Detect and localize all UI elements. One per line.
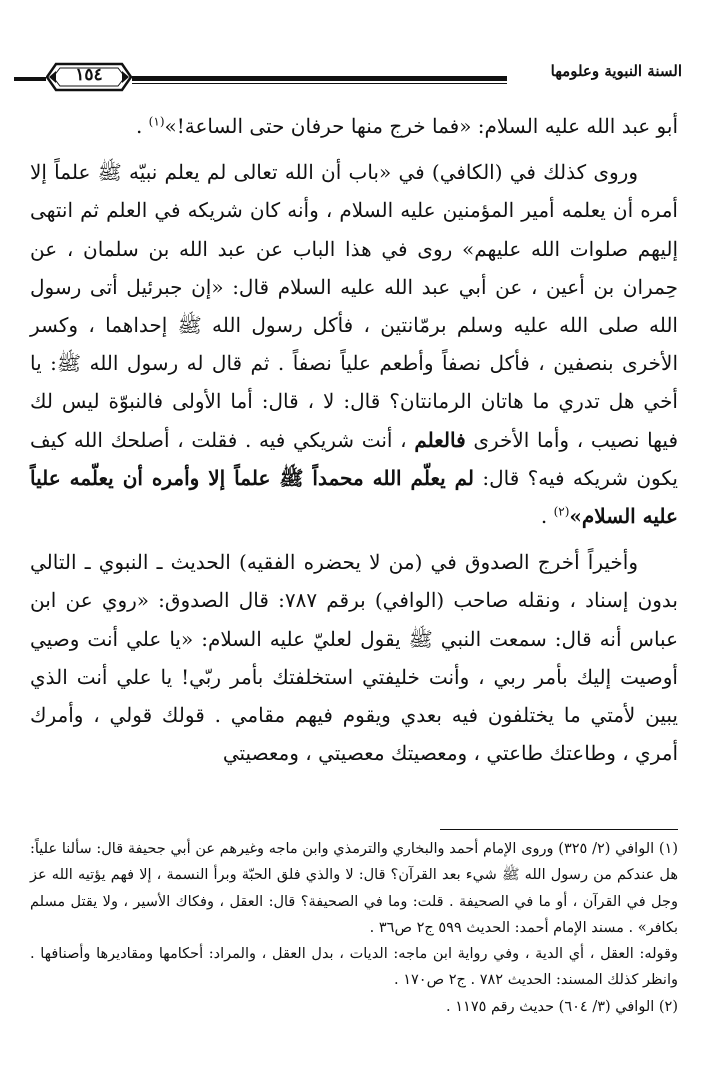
footnotes — [30, 836, 678, 1020]
footnote-separator — [440, 829, 678, 830]
footnote-2: (٢) الوافي (٣/ ٦٠٤) حديث رقم ١١٧٥ . — [446, 998, 678, 1015]
page-number-badge — [46, 61, 132, 93]
footnote-1: (١) الوافي (٢/ ٣٢٥) وروى الإمام أحمد والبخاري والترمذي وابن ماجه وغيرهم عن أبي جحيفة قال: سألنا علياً: هل عندكم من رسول الله ﷺ شيء بعد القرآن؟ قال: لا والذي فلق الحبّة وبرأ النسمة ، إلا فهم يؤتيه الله عز وجل في القرآن ، أو ما في الصحيفة . قلت: وما في الصحيفة؟ قال: العقل ، وفكاك الأسير ، ولا يقتل مسلم بكافر» . مسند الإمام أحمد: الحديث ٥٩٩ ج٢ ص٣٦ . — [30, 841, 679, 936]
page-header — [14, 54, 692, 98]
header-rule-left — [14, 77, 46, 81]
main-text — [30, 107, 678, 772]
footnote-ref-1: (١) — [148, 114, 165, 129]
paragraph-1-text: أبو عبد الله عليه السلام: «فما خرج منها حرفان حتى الساعة!» — [164, 114, 678, 138]
running-title: السنة النبوية وعلومها — [550, 62, 682, 80]
paragraph-2 — [30, 153, 678, 535]
paragraph-2-bold-quote: لم يعلّم الله محمداً ﷺ علماً إلا وأمره أن يعلّمه علياً عليه السلام» — [30, 465, 678, 529]
paragraph-2-text: وروى كذلك في (الكافي) في «باب أن الله تعالى لم يعلم نبيّه ﷺ علماً إلا أمره أن يعلمه أمير المؤمنين عليه السلام ، وأنه كان شريكه في العلم ثم انتهى إليهم صلوات الله عليهم» روى في هذا الباب عن عبد الله بن سلمان ، عن حِمران بن أعين ، عن أبي عبد الله عليه السلام قال: «إن جبرئيل أتى رسول الله صلى الله عليه وسلم برمّانتين ، فأكل رسول الله ﷺ إحداهما ، وكسر الأخرى بنصفين ، فأكل نصفاً وأطعم علياً نصفاً . ثم قال له رسول الله ﷺ: يا أخي هل تدري ما هاتان الرمانتان؟ قال: لا ، قال: أما الأولى فالنبوّة ليس لك فيها نصيب ، وأما الأخرى — [30, 160, 679, 452]
paragraph-1-end: . — [135, 114, 149, 138]
footnote-1-continuation: وقوله: العقل ، أي الدية ، وفي رواية ابن ماجه: الديات ، بدل العقل ، والمراد: أحكامها ومقاديرها وأصنافها . وانظر كذلك المسند: الحديث ٧٨٢ . ج٢ ص١٧٠ . — [30, 946, 678, 989]
paragraph-3: وأخيراً أخرج الصدوق في (من لا يحضره الفقيه) الحديث ـ النبوي ـ التالي بدون إسناد ، ونقله صاحب (الوافي) برقم ٧٨٧: قال الصدوق: «روي عن ابن عباس أنه قال: سمعت النبي ﷺ يقول لعليّ عليه السلام: «يا علي أنت وصيي أوصيت إليك بأمر ربي ، وأنت خليفتي استخلفتك بأمر ربّي! يا علي أنت الذي يبين لأمتي ما يختلفون فيه بعدي ويقوم فيهم مقامي . قولك قولي ، وأمرك أمري ، وطاعتك طاعتي ، ومعصيتك معصيتي ، ومعصيتي — [30, 550, 679, 766]
paragraph-2-end: . — [540, 504, 554, 529]
paragraph-2-mid: ، أنت شريكي فيه . فقلت ، أصلحك الله كيف يكون شريكه فيه؟ قال: — [30, 427, 678, 490]
footnote-ref-2: (٢) — [553, 504, 570, 519]
page-number: ١٥٤ — [75, 65, 103, 85]
paragraph-2-bold-word: فالعلم — [414, 427, 466, 452]
header-rule — [132, 76, 507, 81]
header-rule-thin — [132, 83, 507, 84]
paragraph-1 — [30, 107, 678, 145]
